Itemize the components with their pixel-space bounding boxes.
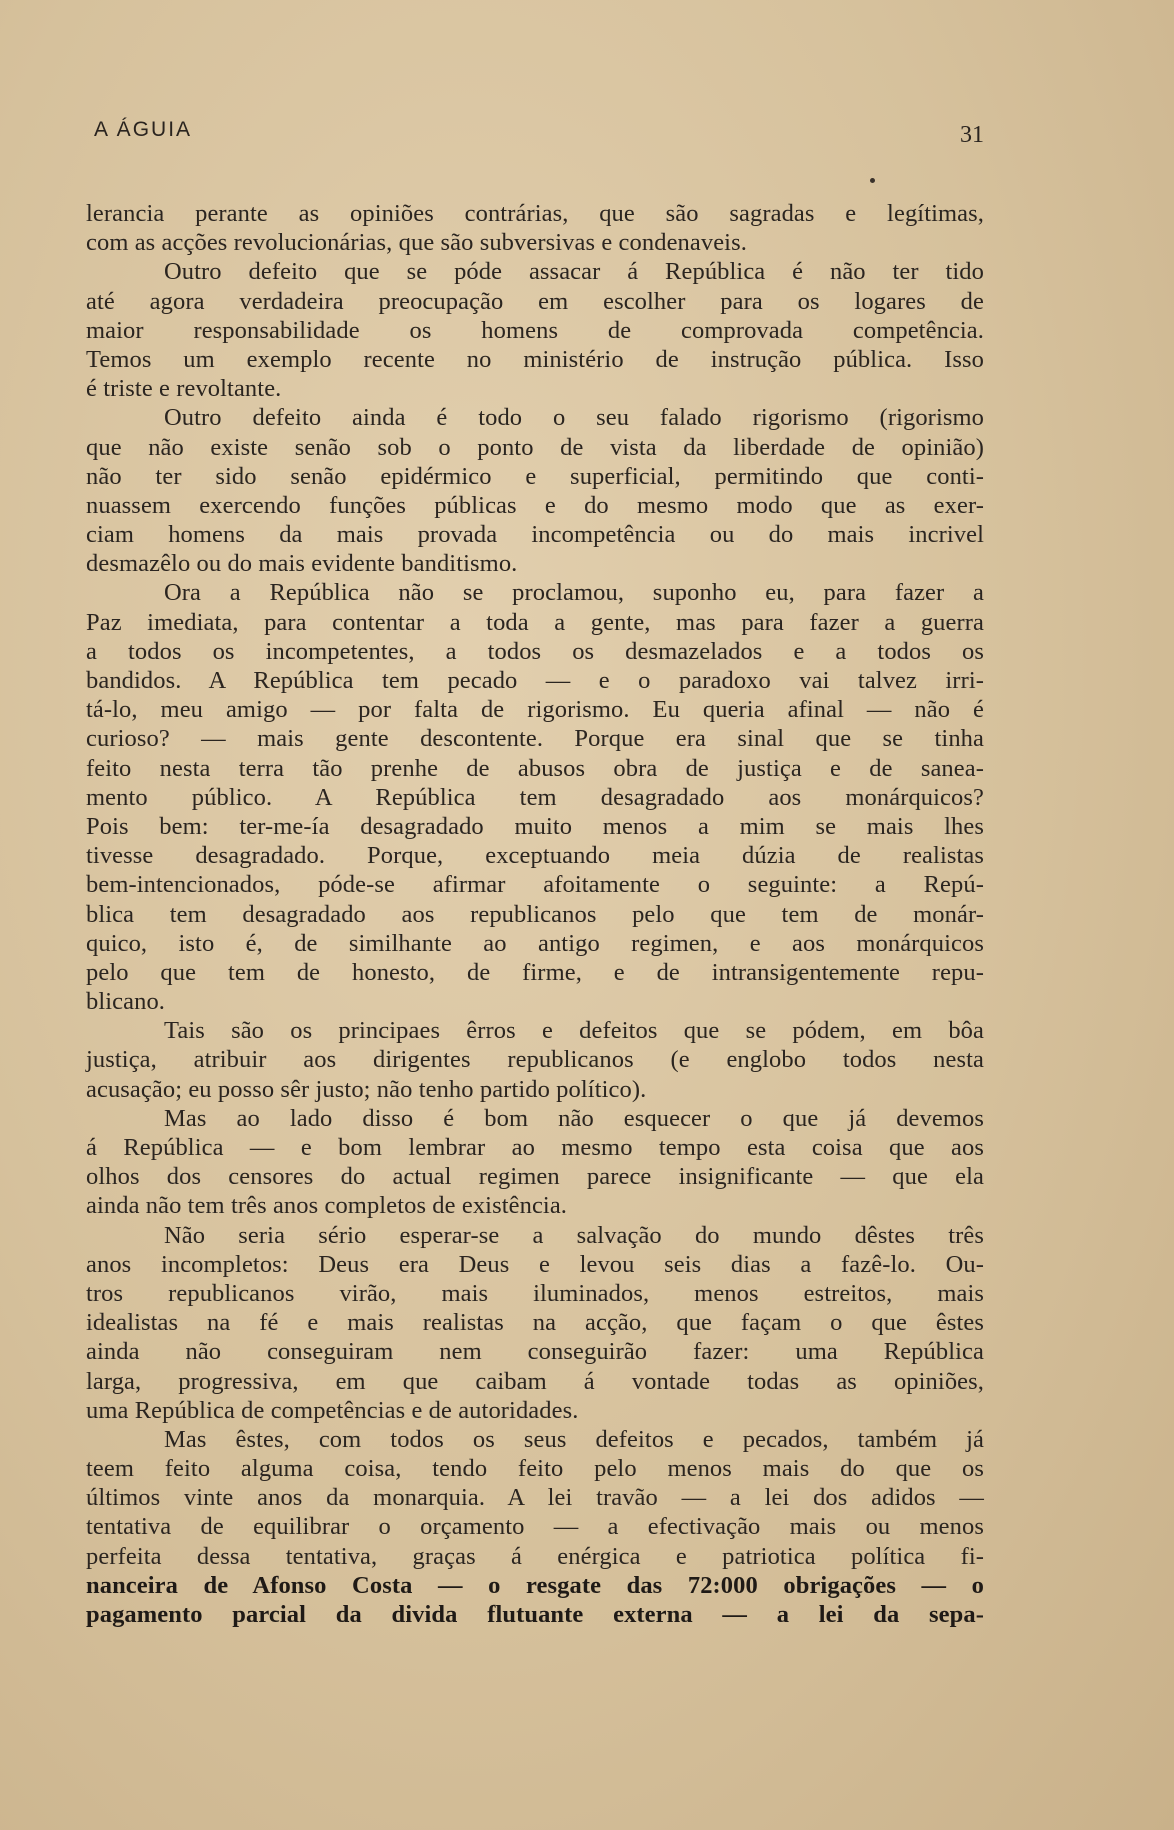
text-line: nuassem exercendo funções públicas e do mesmo modo que as exer- [86, 491, 984, 519]
text-line: á República — e bom lembrar ao mesmo tempo esta coisa que aos [86, 1134, 984, 1161]
text-line: ciam homens da mais provada incompetência ou do mais incrivel [86, 521, 984, 549]
text-line: Outro defeito ainda é todo o seu falado rigorismo (rigorismo [164, 404, 984, 432]
text-line: é triste e revoltante. [86, 375, 282, 403]
text-line: tá-lo, meu amigo — por falta de rigorismo. Eu queria afinal — não é [86, 696, 984, 724]
text-line: Não seria sério esperar-se a salvação do mundo dêstes três [164, 1221, 984, 1249]
text-line: Pois bem: ter-me-ía desagradado muito menos a mim se mais lhes [86, 812, 984, 840]
text-line: a todos os incompetentes, a todos os desmazelados e a todos os [86, 637, 984, 665]
page-number: 31 [960, 122, 984, 148]
text-line: Outro defeito que se póde assacar á República é não ter tido [164, 258, 984, 286]
text-line: ainda não conseguiram nem conseguirão fazer: uma República [86, 1338, 984, 1366]
text-line: Temos um exemplo recente no ministério de instrução pública. Isso [86, 345, 984, 373]
text-line: blica tem desagradado aos republicanos pelo que tem de monár- [86, 900, 984, 928]
text-line: mento público. A República tem desagradado aos monárquicos? [86, 783, 984, 811]
text-line: que não existe senão sob o ponto de vista da liberdade de opinião) [86, 433, 984, 461]
text-line: larga, progressiva, em que caibam á vontade todas as opiniões, [86, 1367, 984, 1395]
text-line: últimos vinte anos da monarquia. A lei travão — a lei dos adidos — [86, 1484, 984, 1512]
text-line: bandidos. A República tem pecado — e o paradoxo vai talvez irri- [86, 667, 984, 694]
text-line: olhos dos censores do actual regimen parece insignificante — que ela [86, 1163, 984, 1191]
text-line: tivesse desagradado. Porque, exceptuando meia dúzia de realistas [86, 842, 984, 870]
text-line: Mas ao lado disso é bom não esquecer o que já devemos [164, 1104, 984, 1132]
text-line: pelo que tem de honesto, de firme, e de intransigentemente repu- [86, 958, 984, 986]
ink-speck [870, 178, 875, 183]
text-line: com as acções revolucionárias, que são subversivas e condenaveis. [86, 229, 747, 257]
text-line: não ter sido senão epidérmico e superficial, permitindo que conti- [86, 462, 984, 490]
text-line: ainda não tem três anos completos de existência. [86, 1192, 568, 1220]
text-line: justiça, atribuir aos dirigentes republicanos (e englobo todos nesta [86, 1046, 984, 1074]
text-line: até agora verdadeira preocupação em escolher para os logares de [86, 287, 984, 315]
running-title: A ÁGUIA [94, 118, 193, 141]
text-line: pagamento parcial da divida flutuante externa — a lei da sepa- [86, 1601, 984, 1628]
text-line: anos incompletos: Deus era Deus e levou seis dias a fazê-lo. Ou- [86, 1250, 984, 1278]
body-text [86, 199, 984, 1629]
text-line: perfeita dessa tentativa, graças á enérgica e patriotica política fi- [86, 1542, 984, 1570]
text-line: feito nesta terra tão prenhe de abusos obra de justiça e de sanea- [86, 754, 984, 782]
text-line: maior responsabilidade os homens de comprovada competência. [86, 316, 984, 344]
text-line: bem-intencionados, póde-se afirmar afoitamente o seguinte: a Repú- [86, 871, 984, 899]
running-head [94, 112, 984, 148]
text-line: desmazêlo ou do mais evidente banditismo. [86, 550, 518, 578]
text-line: acusação; eu posso sêr justo; não tenho partido político). [86, 1075, 647, 1103]
text-line: quico, isto é, de similhante ao antigo regimen, e aos monárquicos [86, 929, 984, 957]
text-line: Ora a República não se proclamou, suponho eu, para fazer a [164, 579, 984, 607]
text-line: tros republicanos virão, mais iluminados, menos estreitos, mais [86, 1279, 984, 1307]
text-line: Mas êstes, com todos os seus defeitos e pecados, também já [164, 1425, 984, 1453]
text-line: idealistas na fé e mais realistas na acção, que façam o que êstes [86, 1309, 984, 1337]
text-line: Tais são os principaes êrros e defeitos que se pódem, em bôa [164, 1017, 984, 1045]
text-line: curioso? — mais gente descontente. Porque era sinal que se tinha [86, 725, 984, 753]
text-line: blicano. [86, 988, 166, 1016]
text-line: Paz imediata, para contentar a toda a gente, mas para fazer a guerra [86, 608, 984, 636]
text-line: nanceira de Afonso Costa — o resgate das 72:000 obrigações — o [86, 1571, 984, 1599]
text-line: lerancia perante as opiniões contrárias, que são sagradas e legítimas, [86, 200, 984, 227]
text-line: teem feito alguma coisa, tendo feito pelo menos mais do que os [86, 1455, 984, 1483]
text-line: tentativa de equilibrar o orçamento — a efectivação mais ou menos [86, 1513, 984, 1541]
text-line: uma República de competências e de autoridades. [86, 1396, 579, 1424]
